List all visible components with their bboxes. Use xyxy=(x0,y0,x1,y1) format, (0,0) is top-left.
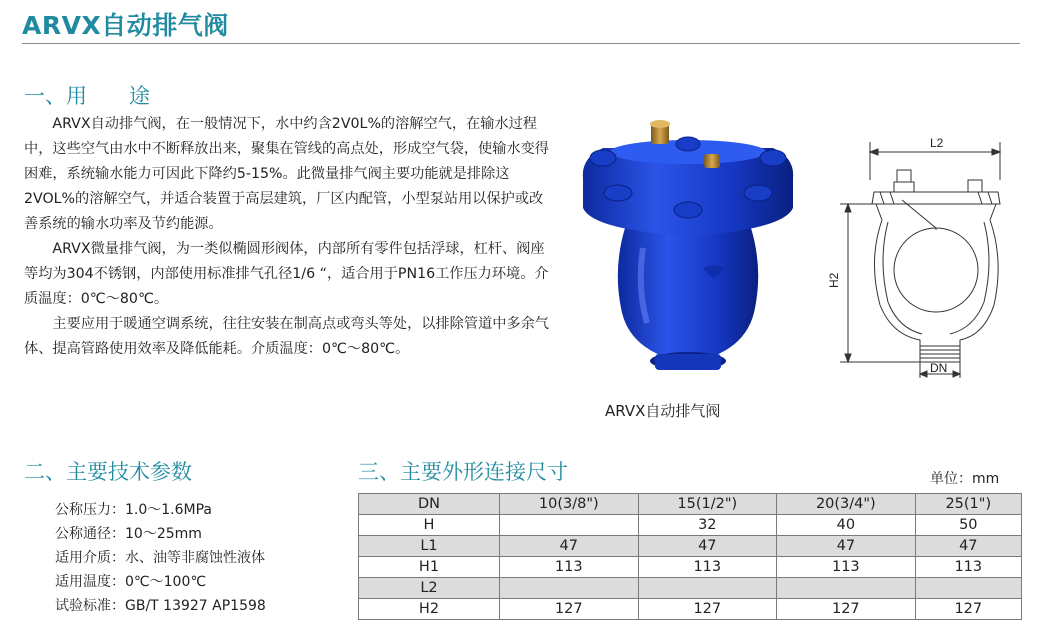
table-row xyxy=(359,599,1022,620)
table-cell xyxy=(777,578,916,599)
spec-pressure: 公称压力：1.0～1.6MPa xyxy=(55,502,213,518)
spec-temperature: 适用温度：0℃～100℃ xyxy=(55,574,207,590)
table-cell: 47 xyxy=(638,536,777,557)
table-cell: 127 xyxy=(638,599,777,620)
table-cell: 47 xyxy=(777,536,916,557)
spec-list xyxy=(55,498,266,618)
table-cell: 20(3/4") xyxy=(777,494,916,515)
table-row xyxy=(359,515,1022,536)
dimension-drawing xyxy=(827,130,1022,380)
table-cell: 127 xyxy=(500,599,639,620)
spec-standard: 试验标准：GB/T 13927 AP1598 xyxy=(55,598,266,614)
dn-label: DN xyxy=(930,361,948,375)
table-cell: 113 xyxy=(915,557,1021,578)
row-label-cell: DN xyxy=(359,494,500,515)
row-label-cell: L1 xyxy=(359,536,500,557)
table-cell: 113 xyxy=(638,557,777,578)
table-cell xyxy=(638,578,777,599)
table-row xyxy=(359,494,1022,515)
tech-heading: 二、主要技术参数 xyxy=(24,460,192,484)
table-cell xyxy=(915,578,1021,599)
table-cell: 127 xyxy=(915,599,1021,620)
spec-diameter: 公称通径：10～25mm xyxy=(55,526,202,542)
l2-label: L2 xyxy=(930,136,944,150)
table-cell: 47 xyxy=(500,536,639,557)
table-cell: 40 xyxy=(777,515,916,536)
unit-label: 单位：mm xyxy=(930,471,1000,487)
dims-heading: 三、主要外形连接尺寸 xyxy=(358,460,568,484)
page-title: ARVX自动排气阀 xyxy=(22,11,229,40)
valve-photo xyxy=(573,118,803,376)
usage-paragraph-2: ARVX微量排气阀，为一类似椭圆形阀体，内部所有零件包括浮球，杠杆、阀座等均为304不锈钢，内部使用标准排气孔径1/6 “，适合用于PN16工作压力环境。介质温度：0℃～80℃。 xyxy=(24,241,549,307)
table-row xyxy=(359,578,1022,599)
table-cell: 47 xyxy=(915,536,1021,557)
table-cell: 113 xyxy=(777,557,916,578)
table-row xyxy=(359,557,1022,578)
spec-medium: 适用介质：水、油等非腐蚀性液体 xyxy=(55,550,265,566)
table-cell xyxy=(500,578,639,599)
row-label-cell: H1 xyxy=(359,557,500,578)
table-cell: 50 xyxy=(915,515,1021,536)
row-label-cell: H xyxy=(359,515,500,536)
row-label-cell: L2 xyxy=(359,578,500,599)
table-cell: 113 xyxy=(500,557,639,578)
figure-caption: ARVX自动排气阀 xyxy=(605,402,721,420)
table-cell xyxy=(500,515,639,536)
title-divider xyxy=(22,43,1020,44)
table-cell: 15(1/2") xyxy=(638,494,777,515)
table-cell: 10(3/8") xyxy=(500,494,639,515)
dimensions-table xyxy=(358,493,1022,620)
table-row xyxy=(359,536,1022,557)
table-cell: 25(1") xyxy=(915,494,1021,515)
table-cell: 127 xyxy=(777,599,916,620)
h2-label: H2 xyxy=(827,272,841,288)
row-label-cell: H2 xyxy=(359,599,500,620)
usage-text xyxy=(24,112,554,362)
usage-paragraph-1: ARVX自动排气阀，在一般情况下，水中约含2V0L%的溶解空气，在输水过程中，这些空气由水中不断释放出来，聚集在管线的高点处，形成空气袋，使输水变得困难，系统输水能力可因此下降约5-15%。此微量排气阀主要功能就是排除这2VOL%的溶解空气，并适合装置于高层建筑，厂区内配管，小型泵站用以保护或改善系统的输水功率及节约能源。 xyxy=(24,116,549,232)
table-cell: 32 xyxy=(638,515,777,536)
usage-paragraph-3: 主要应用于暖通空调系统，往往安装在制高点或弯头等处，以排除管道中多余气体、提高管路使用效率及降低能耗。介质温度：0℃～80℃。 xyxy=(24,316,549,357)
usage-heading: 一、用 途 xyxy=(24,84,150,108)
